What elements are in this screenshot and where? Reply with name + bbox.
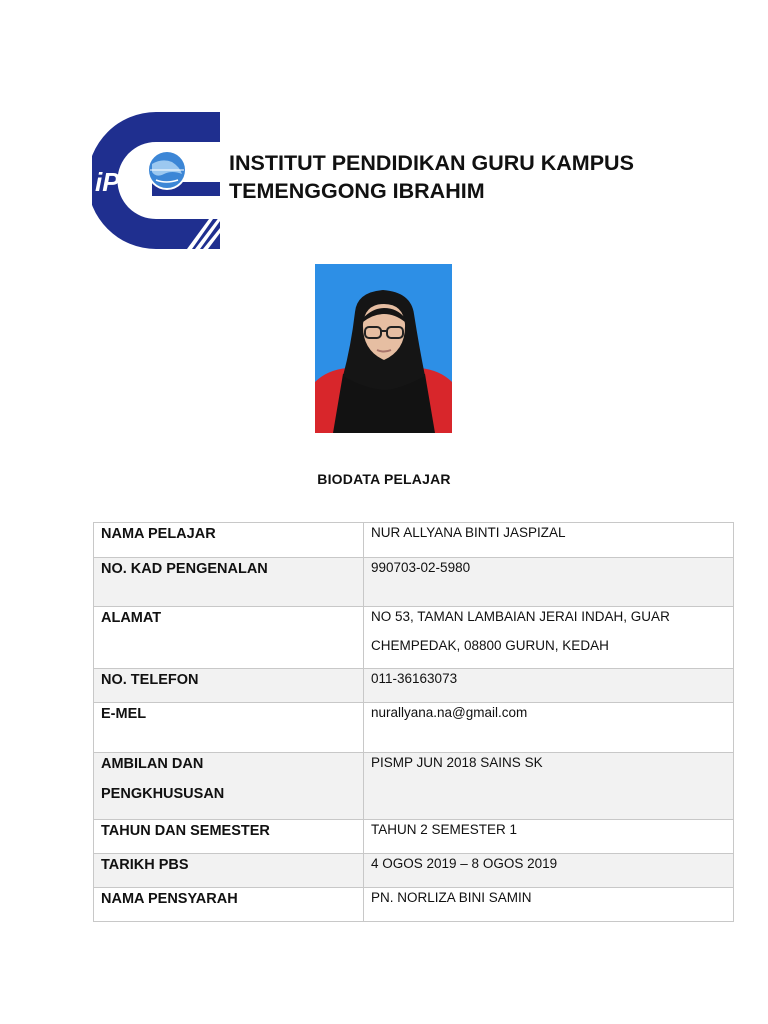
row-value: NO 53, TAMAN LAMBAIAN JERAI INDAH, GUAR CHEMPEDAK, 08800 GURUN, KEDAH <box>364 607 734 669</box>
logo-text: iPG <box>95 167 140 197</box>
document-title: BIODATA PELAJAR <box>317 471 451 487</box>
row-value: 990703-02-5980 <box>364 558 734 607</box>
row-value: 011-36163073 <box>364 669 734 703</box>
table-row-kad-pengenalan <box>94 558 734 607</box>
table-row-ambilan <box>94 753 734 820</box>
row-value: 4 OGOS 2019 – 8 OGOS 2019 <box>364 854 734 888</box>
biodata-table <box>93 522 734 922</box>
row-label: TARIKH PBS <box>94 854 364 888</box>
row-label: NO. KAD PENGENALAN <box>94 558 364 607</box>
row-label: NAMA PELAJAR <box>94 523 364 558</box>
institution-name-line-2: TEMENGGONG IBRAHIM <box>229 179 485 203</box>
institution-logo-icon <box>92 112 220 249</box>
row-value: TAHUN 2 SEMESTER 1 <box>364 820 734 854</box>
row-label: NAMA PENSYARAH <box>94 888 364 922</box>
table-row-emel <box>94 703 734 753</box>
student-portrait <box>315 264 452 433</box>
table-row-alamat <box>94 607 734 669</box>
table-row-tarikh-pbs <box>94 854 734 888</box>
row-label: NO. TELEFON <box>94 669 364 703</box>
row-value[interactable] <box>364 703 734 753</box>
email-link[interactable]: nurallyana.na@gmail.com <box>371 705 528 720</box>
row-label: AMBILAN DAN PENGKHUSUSAN <box>94 753 364 820</box>
row-value: PN. NORLIZA BINI SAMIN <box>364 888 734 922</box>
table-row-pensyarah <box>94 888 734 922</box>
row-label: ALAMAT <box>94 607 364 669</box>
table-row-nama-pelajar <box>94 523 734 558</box>
row-value: NUR ALLYANA BINTI JASPIZAL <box>364 523 734 558</box>
row-label: TAHUN DAN SEMESTER <box>94 820 364 854</box>
table-row-telefon <box>94 669 734 703</box>
institution-name-line-1: INSTITUT PENDIDIKAN GURU KAMPUS <box>229 151 634 175</box>
table-row-tahun-semester <box>94 820 734 854</box>
row-value: PISMP JUN 2018 SAINS SK <box>364 753 734 820</box>
institution-name <box>229 149 749 205</box>
row-label: E-MEL <box>94 703 364 753</box>
